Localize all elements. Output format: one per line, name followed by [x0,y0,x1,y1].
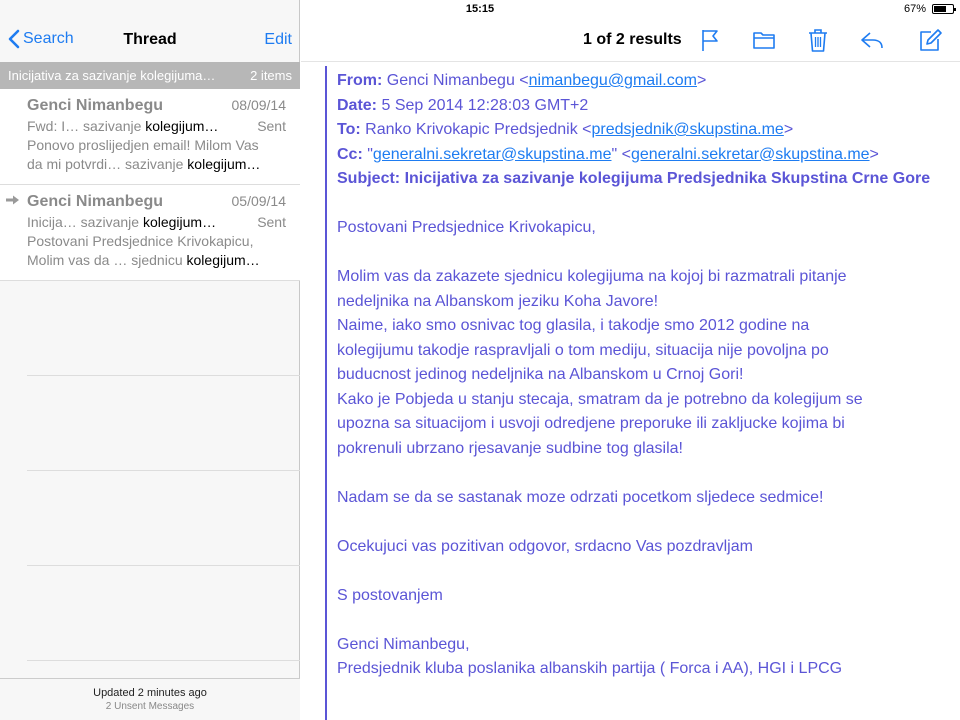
meeting-line: Nadam se da se sastanak moze odrzati pocetkom sljedece sedmice! [337,488,824,506]
battery-icon [932,4,954,14]
subject-label: Subject: [337,170,401,187]
body-line: Naime, iako smo osnivac tog glasila, i takodje smo 2012 godine na [337,317,810,334]
search-highlight: kolegijum… [145,118,219,134]
trash-icon[interactable] [805,27,831,53]
search-highlight: kolegijum… [187,156,261,172]
quote-mark: " < [611,145,631,163]
message-content [337,69,949,682]
preview-text: Postovani Predsjednice Krivokapicu, [27,233,254,249]
preview-text: da mi potvrdi… sazivanje [27,156,188,172]
clock: 15:15 [465,3,495,15]
thread-item-count: 2 items [250,68,292,83]
battery-percent: 67% [903,3,926,15]
cc-email-link[interactable]: generalni.sekretar@skupstina.me [372,145,612,163]
subject-text: Inicija… sazivanje [27,214,143,230]
status-footer [0,678,300,720]
quote-bar [325,66,327,720]
empty-row [27,471,300,566]
flag-icon[interactable] [697,27,723,53]
header-subject [337,167,949,192]
search-highlight: kolegijum… [142,214,217,230]
preview-text: Ponovo proslijedjen email! Milom Vas [27,137,259,153]
edit-button[interactable]: Edit [264,31,292,48]
search-highlight: kolegijum… [186,252,260,268]
unsent-messages-status: 2 Unsent Messages [105,701,195,712]
message-preview-line [27,137,286,153]
body-line: buducnost jedinog nedeljnika na Albanskom u Crnoj Gori! [337,366,744,383]
message-subject-line [27,118,286,134]
header-cc [337,143,949,168]
message-list [0,89,300,281]
message-subject-line [27,214,286,230]
signature-title: Predsjednik kluba poslanika albanskih partija ( Forca i AA), HGI i LPCG [337,660,843,677]
sent-label: Sent [257,118,286,134]
cc-email-link[interactable]: generalni.sekretar@skupstina.me [630,145,870,163]
compose-icon[interactable] [917,27,943,53]
preview-text: Molim vas da … sjednicu [27,252,187,268]
header-date [337,94,949,119]
message-preview-line [27,233,286,249]
empty-row [27,376,300,471]
from-name: Genci Nimanbegu < [386,72,529,89]
thread-subject: Inicijativa za sazivanje kolegijuma… [8,68,216,83]
greeting: Postovani Predsjednice Krivokapicu, [337,219,596,236]
message-toolbar [301,20,960,62]
to-label: To: [337,121,361,138]
forwarded-arrow-icon [6,195,20,205]
subject-value: Inicijativa za sazivanje kolegijuma Predsjednika Skupstina Crne Gore [404,170,931,187]
empty-list-rows [27,281,300,661]
message-date: 08/09/14 [231,97,286,113]
from-email-link[interactable]: nimanbegu@gmail.com [528,72,697,89]
updated-status: Updated 2 minutes ago [93,687,207,699]
body-line: pokrenuli ubrzano rjesavanje sudbine tog glasila! [337,439,683,457]
signature-name: Genci Nimanbegu, [337,635,470,653]
body-line: kolegijumu takodje raspravljali o tom mediju, situacija nije povoljna po [337,341,829,359]
cc-label: Cc: [337,145,363,163]
reply-icon[interactable] [859,27,885,53]
thread-pane [0,0,300,720]
message-preview-line [27,156,286,172]
header-to [337,118,949,143]
message-view [301,62,960,720]
thread-nav-bar [0,20,300,62]
message-list-item[interactable] [0,89,300,185]
message-sender: Genci Nimanbegu [27,193,164,210]
regards-line: S postovanjem [337,586,443,604]
empty-row [27,281,300,376]
message-sender: Genci Nimanbegu [27,97,164,114]
date-value: 5 Sep 2014 12:28:03 GMT+2 [381,96,589,114]
sent-label: Sent [257,214,286,230]
bracket: > [783,121,794,138]
body-line: Molim vas da zakazete sjednicu kolegijuma na kojoj bi razmatrali pitanje [337,268,847,285]
from-label: From: [337,72,383,89]
closing-line: Ocekujuci vas pozitivan odgovor, srdacno Vas pozdravljam [337,537,753,555]
thread-subject-header[interactable] [0,62,300,89]
to-email-link[interactable]: predsjednik@skupstina.me [591,121,784,138]
body-line: upozna sa situacijom i usvoji odredjene preporuke ili zakljucke kojima bi [337,415,845,432]
status-right [904,3,954,15]
date-label: Date: [337,96,378,114]
header-from [337,69,949,94]
quote-mark: " [367,145,373,163]
bracket: > [869,145,879,163]
empty-row [27,566,300,661]
message-list-item[interactable] [0,185,300,281]
message-preview-line [27,252,286,268]
battery-fill [934,6,946,12]
thread-title: Thread [123,31,177,48]
folder-icon[interactable] [751,27,777,53]
body-line: Kako je Pobjeda u stanju stecaja, smatram da je potrebno da kolegijum se [337,390,863,408]
message-date: 05/09/14 [231,193,286,209]
results-counter: 1 of 2 results [583,31,682,48]
body-line: nedeljnika na Albanskom jeziku Koha Javore! [337,292,659,310]
subject-text: Fwd: I… sazivanje [27,118,146,134]
to-name: Ranko Krivokapic Predsjednik < [365,121,592,138]
back-button-label: Search [23,30,74,47]
body-paragraph [337,265,949,461]
bracket: > [696,72,707,89]
